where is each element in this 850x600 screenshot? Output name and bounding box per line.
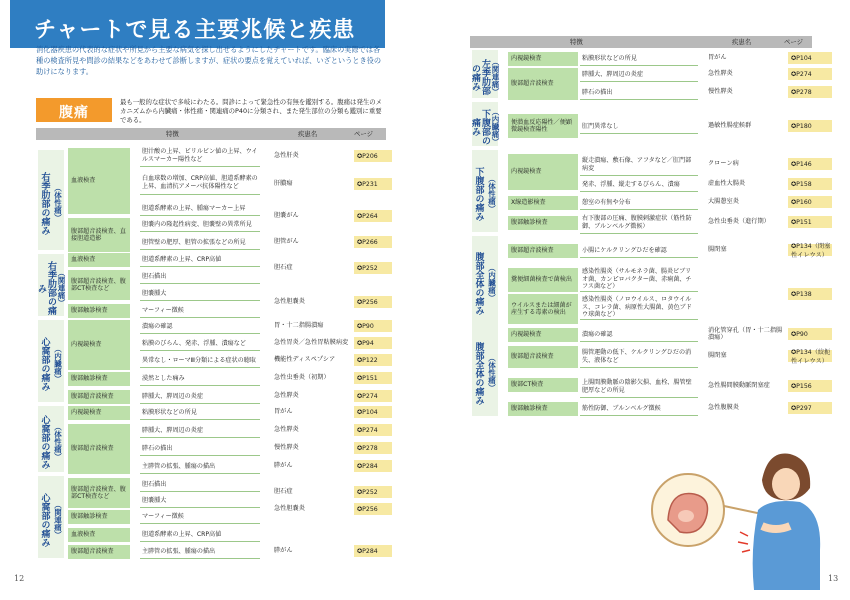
group-title: 下腹部の痛み bbox=[473, 167, 484, 221]
group-title: 心窩部の痛み bbox=[39, 415, 50, 469]
exam-cell: 血液検査 bbox=[68, 253, 130, 267]
intro-text: 消化器疾患の代表的な症状や所見から主要な病気を探し出せるようにしたチャートです。臨床の実際では各種の検査所見や問診の結果などをあわせて診断しますが、症状の要点を覚えていれば、いざというとき役の助けになります。 bbox=[36, 45, 382, 76]
page-ref: ✪P104 bbox=[354, 406, 392, 418]
chart-group-label bbox=[472, 236, 498, 324]
finding-cell: 小腸にケルクリングひだを確認 bbox=[580, 244, 698, 258]
group-title: 心窩部の痛み bbox=[39, 493, 50, 547]
disease-name: 大腸憩室炎 bbox=[706, 196, 786, 208]
disease-name: 肝膿瘍 bbox=[272, 178, 352, 190]
section-label: 腹痛 bbox=[36, 98, 112, 122]
page-ref: ✪P297 bbox=[788, 402, 832, 414]
finding-cell: 粘膜形状などの所見 bbox=[140, 406, 260, 420]
page-ref: ✪P264 bbox=[354, 210, 392, 222]
page-ref: ✪P138 bbox=[788, 288, 832, 300]
disease-name: 急性腸間膜動脈閉塞症 bbox=[706, 380, 786, 392]
exam-cell: 内視鏡検査 bbox=[508, 154, 578, 190]
page-ref: ✪P134（閉塞性イレウス） bbox=[788, 244, 832, 256]
finding-cell: 主膵管の拡張、腫瘍の描出 bbox=[140, 545, 260, 559]
disease-name: 急性肝炎 bbox=[272, 150, 352, 162]
page-ref: ✪P180 bbox=[788, 120, 832, 132]
disease-name: 膵がん bbox=[272, 460, 352, 472]
exam-cell: 腹部触診検査 bbox=[68, 304, 130, 318]
group-title: 下腹部の痛み bbox=[470, 109, 490, 145]
page-ref: ✪P284 bbox=[354, 460, 392, 472]
page-ref: ✪P274 bbox=[788, 68, 832, 80]
finding-cell: 胆道系酵素の上昇、CRP高値 bbox=[140, 253, 260, 267]
finding-cell: 右下腹部の圧痛、腹膜刺激症状（筋性防御、ブルンベルグ徴候） bbox=[580, 212, 698, 234]
page-ref: ✪P158 bbox=[788, 178, 832, 190]
disease-name: 急性胃炎／急性胃粘膜病変 bbox=[272, 337, 352, 349]
page-ref: ✪P278 bbox=[788, 86, 832, 98]
disease-name: 胆嚢がん bbox=[272, 210, 352, 222]
finding-cell: 感染性腸炎（ノロウイルス、ロタウイルス、コレラ菌、病原性大腸菌、黄色ブドウ球菌など） bbox=[580, 296, 698, 320]
finding-cell: 筋性防御、ブルンベルグ徴候 bbox=[580, 402, 698, 416]
exam-cell: 腹部超音波検査 bbox=[68, 545, 130, 559]
disease-name: 膵がん bbox=[272, 545, 352, 557]
finding-cell: 胆嚢内の隆起性病変、胆嚢壁の異常所見 bbox=[140, 218, 260, 232]
finding-cell: 縦走潰瘍、敷石像、アフタなど／肛門部病変 bbox=[580, 154, 698, 176]
page-ref: ✪P104 bbox=[788, 52, 832, 64]
page-number-right: 13 bbox=[828, 574, 839, 583]
finding-cell: 発赤、浮腫、縦走するびらん、潰瘍 bbox=[580, 178, 698, 192]
header-feature: 特徴 bbox=[570, 38, 583, 46]
group-subtitle: （内臓痛） bbox=[487, 264, 497, 302]
exam-cell: 腹部超音波検査、腹部CT検査など bbox=[68, 270, 130, 300]
page-ref: ✪P122 bbox=[354, 354, 392, 366]
finding-cell: 膵腫大、膵周辺の炎症 bbox=[580, 68, 698, 82]
page-number-left: 12 bbox=[14, 574, 25, 583]
stomach-pain-illustration bbox=[650, 440, 830, 590]
exam-cell: 腹部触診検査 bbox=[508, 402, 578, 416]
finding-cell: 肛門異常なし bbox=[580, 120, 698, 134]
chart-group-label bbox=[38, 150, 64, 250]
group-subtitle: （体性痛） bbox=[53, 423, 63, 461]
page-ref: ✪P266 bbox=[354, 236, 392, 248]
disease-name: 過敏性腸症候群 bbox=[706, 120, 786, 132]
exam-cell: 腹部超音波検査 bbox=[68, 424, 130, 474]
exam-cell: 内視鏡検査 bbox=[508, 328, 578, 342]
header-page: ページ bbox=[354, 130, 374, 138]
finding-cell: 胆石描出 bbox=[140, 478, 260, 492]
disease-name: 消化管穿孔（胃・十二指腸潰瘍） bbox=[706, 328, 786, 340]
page-ref: ✪P231 bbox=[354, 178, 392, 190]
disease-name: 胆石症 bbox=[272, 486, 352, 498]
left-table-header bbox=[36, 128, 386, 140]
exam-cell: 腹部CT検査 bbox=[508, 378, 578, 392]
group-subtitle: （内臓痛） bbox=[491, 108, 500, 146]
finding-cell: マーフィー徴候 bbox=[140, 510, 260, 524]
group-title: 右季肋部の痛み bbox=[36, 261, 56, 315]
group-subtitle: （関連痛） bbox=[57, 269, 66, 307]
disease-name: 急性胆嚢炎 bbox=[272, 503, 352, 515]
finding-cell: 膵石の描出 bbox=[140, 442, 260, 456]
page-ref: ✪P252 bbox=[354, 262, 392, 274]
page-ref: ✪P206 bbox=[354, 150, 392, 162]
exam-cell: 腹部超音波検査 bbox=[508, 244, 578, 258]
disease-name: 急性膵炎 bbox=[706, 68, 786, 80]
chart-group-label bbox=[472, 324, 498, 416]
chart-group-label bbox=[472, 50, 498, 98]
exam-cell: 腹部触診検査 bbox=[508, 216, 578, 230]
group-subtitle: （体性痛） bbox=[487, 175, 497, 213]
chart-group-label bbox=[472, 102, 498, 146]
chart-group-label bbox=[38, 406, 64, 472]
group-subtitle: （関連痛） bbox=[53, 501, 63, 539]
exam-cell: 内視鏡検査 bbox=[508, 52, 578, 66]
exam-cell: 腹部超音波検査 bbox=[68, 390, 130, 404]
disease-name: 慢性膵炎 bbox=[272, 442, 352, 454]
page-ref: ✪P160 bbox=[788, 196, 832, 208]
page-ref: ✪P252 bbox=[354, 486, 392, 498]
exam-cell: 腹部超音波検査 bbox=[508, 346, 578, 368]
page-ref: ✪P146 bbox=[788, 158, 832, 170]
exam-cell: 便潜血反応陽性／便顕微鏡検査陽性 bbox=[508, 114, 578, 138]
group-title: 腹部全体の痛み bbox=[473, 341, 484, 405]
disease-name: 急性胆嚢炎 bbox=[272, 296, 352, 308]
header-feature: 特徴 bbox=[166, 130, 179, 138]
finding-cell: 胆道系酵素の上昇、CRP高値 bbox=[140, 528, 260, 542]
finding-cell: 胆石描出 bbox=[140, 270, 260, 284]
exam-cell: 血液検査 bbox=[68, 148, 130, 214]
page-ref: ✪P256 bbox=[354, 296, 392, 308]
page-ref: ✪P151 bbox=[354, 372, 392, 384]
disease-name: 機能性ディスペプシア bbox=[272, 354, 352, 366]
group-subtitle: （体性痛） bbox=[53, 184, 63, 222]
disease-name: 慢性膵炎 bbox=[706, 86, 786, 98]
finding-cell: 潰瘍の確認 bbox=[580, 328, 698, 342]
finding-cell: 胆汁酸の上昇、ビリルビン値の上昇、ウイルスマーカー陽性など bbox=[140, 145, 260, 167]
finding-cell: マーフィー徴候 bbox=[140, 304, 260, 318]
disease-name: 虚血性大腸炎 bbox=[706, 178, 786, 190]
exam-cell: 腹部触診検査 bbox=[68, 372, 130, 386]
exam-cell: 腹部超音波検査、腹部CT検査など bbox=[68, 478, 130, 508]
exam-cell: X線造影検査 bbox=[508, 196, 578, 210]
disease-name: 急性膵炎 bbox=[272, 390, 352, 402]
page-ref: ✪P94 bbox=[354, 337, 392, 349]
disease-name: 急性腹膜炎 bbox=[706, 402, 786, 414]
disease-name: 急性虫垂炎（進行期） bbox=[706, 216, 786, 228]
disease-name: 胃がん bbox=[706, 52, 786, 64]
header-page: ページ bbox=[784, 38, 804, 46]
finding-cell: 感染性腸炎（サルモネラ菌、腸炎ビブリオ菌、カンピロバクター菌、赤痢菌、チフス菌など） bbox=[580, 268, 698, 292]
finding-cell: 胆嚢腫大 bbox=[140, 494, 260, 508]
finding-cell: 上腸間膜動脈の陰影欠損、血栓、腸管壁肥厚などの所見 bbox=[580, 376, 698, 398]
group-title: 右季肋部の痛み bbox=[39, 171, 50, 235]
disease-name: クローン病 bbox=[706, 158, 786, 170]
finding-cell: 膵石の描出 bbox=[580, 86, 698, 100]
page-ref: ✪P151 bbox=[788, 216, 832, 228]
finding-cell: 異常なし・ローマⅢ分類による症状の聴取 bbox=[140, 354, 260, 368]
page-ref: ✪P90 bbox=[788, 328, 832, 340]
page-ref: ✪P284 bbox=[354, 545, 392, 557]
finding-cell: 膵腫大、膵周辺の炎症 bbox=[140, 424, 260, 438]
chart-group-label bbox=[38, 320, 64, 402]
disease-name: 胃・十二指腸潰瘍 bbox=[272, 320, 352, 332]
page-title: チャートで見る主要兆候と疾患 bbox=[10, 0, 385, 48]
chart-group-label bbox=[38, 476, 64, 558]
exam-cell: 血液検査 bbox=[68, 528, 130, 542]
group-title: 左季肋部の痛み bbox=[470, 59, 490, 95]
finding-cell: 潰瘍の確認 bbox=[140, 320, 260, 334]
right-table-header bbox=[470, 36, 812, 48]
finding-cell: 胆道系酵素の上昇、腫瘍マーカー上昇 bbox=[140, 202, 260, 216]
finding-cell: 胆管壁の肥厚、胆管の拡張などの所見 bbox=[140, 236, 260, 250]
group-subtitle: （関連痛） bbox=[491, 58, 500, 96]
exam-cell: 内視鏡検査 bbox=[68, 406, 130, 420]
page-ref: ✪P90 bbox=[354, 320, 392, 332]
finding-cell: 粘膜形状などの所見 bbox=[580, 52, 698, 66]
exam-cell: 糞便細菌検査で菌検出 bbox=[508, 268, 578, 292]
header-disease: 疾患名 bbox=[732, 38, 752, 46]
disease-name: 腸閉塞 bbox=[706, 350, 786, 362]
group-subtitle: （体性痛） bbox=[487, 354, 497, 392]
finding-cell: 憩室の有無や分布 bbox=[580, 196, 698, 210]
disease-name: 急性膵炎 bbox=[272, 424, 352, 436]
disease-name: 急性虫垂炎（初期） bbox=[272, 372, 352, 384]
disease-name: 胆石症 bbox=[272, 262, 352, 274]
disease-name: 胃がん bbox=[272, 406, 352, 418]
disease-name: 胆管がん bbox=[272, 236, 352, 248]
exam-cell: ウイルスまたは細菌が産生する毒素の検出 bbox=[508, 294, 578, 324]
finding-cell: 漠然とした痛み bbox=[140, 372, 260, 386]
finding-cell: 腸管運動の低下、ケルクリングひだの消失、液体など bbox=[580, 346, 698, 368]
group-subtitle: （内臓痛） bbox=[53, 345, 63, 383]
exam-cell: 腹部超音波検査、直接胆道造影 bbox=[68, 218, 130, 252]
group-title: 腹部全体の痛み bbox=[473, 251, 484, 315]
chart-group-label bbox=[472, 150, 498, 232]
page-ref: ✪P156 bbox=[788, 380, 832, 392]
page-ref: ✪P274 bbox=[354, 424, 392, 436]
finding-cell: 胆嚢腫大 bbox=[140, 287, 260, 301]
group-title: 心窩部の痛み bbox=[39, 337, 50, 391]
page-ref: ✪P256 bbox=[354, 503, 392, 515]
chart-group-label bbox=[38, 254, 64, 316]
header-disease: 疾患名 bbox=[298, 130, 318, 138]
page-ref: ✪P274 bbox=[354, 390, 392, 402]
finding-cell: 粘膜のびらん、発赤、浮腫、潰瘍など bbox=[140, 337, 260, 351]
section-description: 最も一般的な症状で多岐にわたる。問診によって緊急性の有無を鑑別する。腹痛は発生のメカニズムから内臓痛・体性痛・関連痛のP40に分類され、また発生部位の分類も鑑別に重要である。 bbox=[120, 98, 383, 124]
page-ref: ✪P278 bbox=[354, 442, 392, 454]
exam-cell: 腹部触診検査 bbox=[68, 510, 130, 524]
finding-cell: 白血球数の増加、CRP高値、胆道系酵素の上昇、血清抗アメーバ抗体陽性など bbox=[140, 171, 260, 195]
page-ref: ✪P134（絞扼性イレウス） bbox=[788, 350, 832, 362]
exam-cell: 内視鏡検査 bbox=[68, 320, 130, 370]
finding-cell: 主膵管の拡張、腫瘍の描出 bbox=[140, 460, 260, 474]
exam-cell: 腹部超音波検査 bbox=[508, 68, 578, 100]
finding-cell: 膵腫大、膵周辺の炎症 bbox=[140, 390, 260, 404]
disease-name: 腸閉塞 bbox=[706, 244, 786, 256]
